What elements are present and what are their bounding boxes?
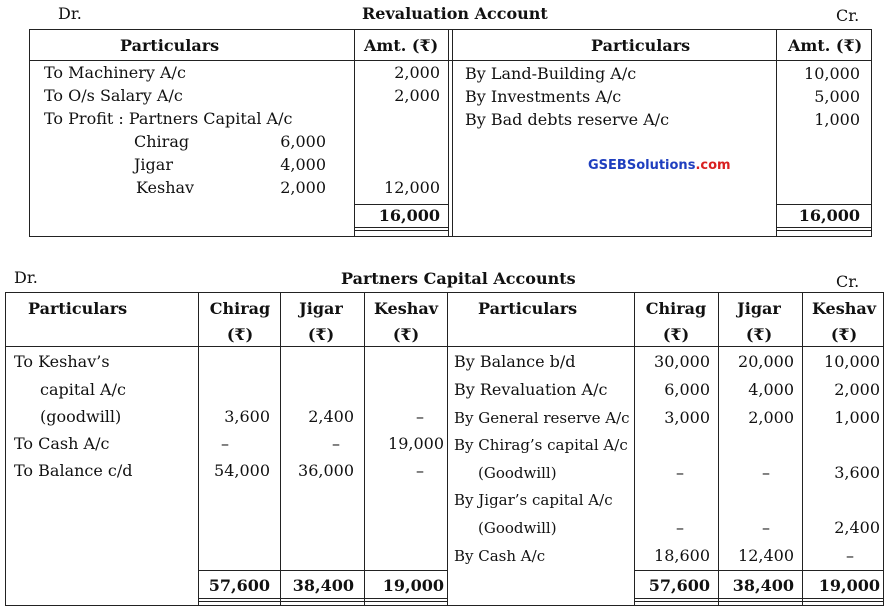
capital-debit-head-rupee: (₹) [226,325,254,344]
capital-debit-row-text: To Balance c/d [14,461,133,480]
capital-credit-value: 2,000 [748,408,794,427]
reval-cr-label: Cr. [836,6,860,25]
capital-credit-value: 10,000 [824,352,880,371]
capital-credit-value: 2,400 [834,518,880,537]
reval-profit-name: Chirag [134,132,190,151]
reval-debit-head-particulars: Particulars [120,36,220,55]
capital-col-divider [280,292,281,606]
capital-debit-row-text: To Keshav’s [14,352,110,371]
capital-header-rule [5,346,884,347]
capital-total-rule [634,601,884,602]
capital-total-rule [198,598,447,599]
capital-credit-value: – [676,518,684,537]
capital-debit-head-particulars: Particulars [28,299,128,318]
capital-credit-row-text: (Goodwill) [478,519,557,537]
capital-credit-total: 19,000 [818,576,880,595]
reval-profit-value: 2,000 [280,178,326,197]
capital-credit-value: 12,400 [738,546,794,565]
reval-debit-row-text: To O/s Salary A/c [44,86,183,105]
capital-border-bottom [5,605,884,606]
capital-debit-head-partner: Keshav [373,299,439,318]
capital-credit-value: 1,000 [834,408,880,427]
capital-col-divider [364,292,365,606]
reval-debit-row-text: To Profit : Partners Capital A/c [44,109,293,128]
capital-debit-value: 2,400 [308,407,354,426]
capital-credit-row-text: By Revaluation A/c [454,380,608,399]
reval-total-rule [776,227,871,228]
capital-border-right [883,292,884,606]
capital-total-rule [634,598,884,599]
reval-debit-row-text: To Machinery A/c [44,63,186,82]
capital-credit-row-text: (Goodwill) [478,464,557,482]
capital-credit-value: 6,000 [664,380,710,399]
reval-profit-value: 4,000 [280,155,326,174]
capital-credit-head-rupee: (₹) [830,325,858,344]
capital-dr-label: Dr. [14,268,38,287]
reval-profit-name: Keshav [136,178,195,197]
reval-credit-row-text: By Bad debts reserve A/c [465,110,670,129]
capital-col-divider [802,292,803,606]
reval-profit-value: 6,000 [280,132,326,151]
capital-col-divider [718,292,719,606]
capital-credit-row-text: By Cash A/c [454,547,546,565]
capital-credit-head-rupee: (₹) [662,325,690,344]
capital-debit-row-text: capital A/c [40,380,126,399]
reval-border-top [29,29,872,30]
capital-credit-row-text: By Balance b/d [454,352,576,371]
reval-col-divider [776,29,777,237]
capital-border-top [5,292,884,293]
capital-debit-total: 38,400 [292,576,354,595]
capital-credit-value: – [762,463,770,482]
reval-profit-total: 12,000 [384,178,440,197]
capital-debit-value: 36,000 [298,461,354,480]
capital-debit-value: 3,600 [224,407,270,426]
capital-debit-row-text: (goodwill) [40,407,122,426]
capital-credit-value: 2,000 [834,380,880,399]
capital-total-rule [198,570,447,571]
capital-credit-head-particulars: Particulars [478,299,578,318]
capital-debit-head-rupee: (₹) [392,325,420,344]
capital-credit-head-partner: Jigar [737,299,781,318]
reval-total-rule [354,204,448,205]
capital-debit-value: 19,000 [388,434,444,453]
capital-credit-total: 57,600 [648,576,710,595]
capital-credit-value: – [762,518,770,537]
capital-credit-value: – [676,463,684,482]
capital-col-divider [198,292,199,606]
capital-debit-value: 54,000 [214,461,270,480]
capital-debit-head-rupee: (₹) [307,325,335,344]
reval-total-rule [354,230,448,231]
reval-total-rule [354,227,448,228]
capital-credit-value: 20,000 [738,352,794,371]
reval-middle-divider [448,29,449,237]
reval-credit-head-amt: Amt. (₹) [788,36,863,55]
capital-col-divider [447,292,448,606]
reval-credit-row-amt: 5,000 [814,87,860,106]
reval-total-rule [776,204,871,205]
reval-credit-total: 16,000 [798,206,860,225]
capital-debit-head-partner: Chirag [209,299,271,318]
capital-debit-value: – [416,407,424,426]
capital-debit-total: 57,600 [208,576,270,595]
reval-debit-total: 16,000 [378,206,440,225]
capital-credit-value: 3,000 [664,408,710,427]
capital-debit-value: – [416,461,424,480]
reval-debit-row-amt: 2,000 [394,63,440,82]
capital-credit-head-rupee: (₹) [745,325,773,344]
reval-credit-row-amt: 1,000 [814,110,860,129]
capital-credit-row-text: By Jigar’s capital A/c [454,491,613,509]
capital-credit-row-text: By General reserve A/c [454,409,630,427]
watermark-logo: GSEBSolutions.com [588,158,731,173]
capital-debit-row-text: To Cash A/c [14,434,110,453]
capital-title: Partners Capital Accounts [341,269,576,288]
reval-profit-name: Jigar [134,155,173,174]
capital-debit-total: 19,000 [382,576,444,595]
capital-credit-value: 3,600 [834,463,880,482]
reval-credit-row-amt: 10,000 [804,64,860,83]
capital-credit-value: – [846,546,854,565]
capital-credit-head-partner: Chirag [645,299,707,318]
reval-middle-divider [452,29,453,237]
reval-header-rule [29,60,872,61]
capital-credit-value: 30,000 [654,352,710,371]
reval-border-bottom [29,236,872,237]
capital-debit-value: – [332,434,340,453]
reval-debit-row-amt: 2,000 [394,86,440,105]
reval-credit-head-particulars: Particulars [591,36,691,55]
reval-debit-head-amt: Amt. (₹) [364,36,439,55]
capital-credit-value: 4,000 [748,380,794,399]
capital-total-rule [634,570,884,571]
capital-credit-total: 38,400 [732,576,794,595]
capital-credit-row-text: By Chirag’s capital A/c [454,436,628,454]
reval-dr-label: Dr. [58,4,82,23]
capital-debit-value: – [221,434,229,453]
capital-credit-value: 18,600 [654,546,710,565]
capital-debit-head-partner: Jigar [299,299,343,318]
reval-total-rule [776,230,871,231]
capital-col-divider [634,292,635,606]
reval-col-divider [354,29,355,237]
reval-credit-row-text: By Land-Building A/c [465,64,637,83]
capital-border-left [5,292,6,606]
capital-credit-head-partner: Keshav [811,299,877,318]
capital-cr-label: Cr. [836,272,860,291]
reval-title: Revaluation Account [362,4,548,23]
capital-total-rule [198,601,447,602]
reval-credit-row-text: By Investments A/c [465,87,622,106]
